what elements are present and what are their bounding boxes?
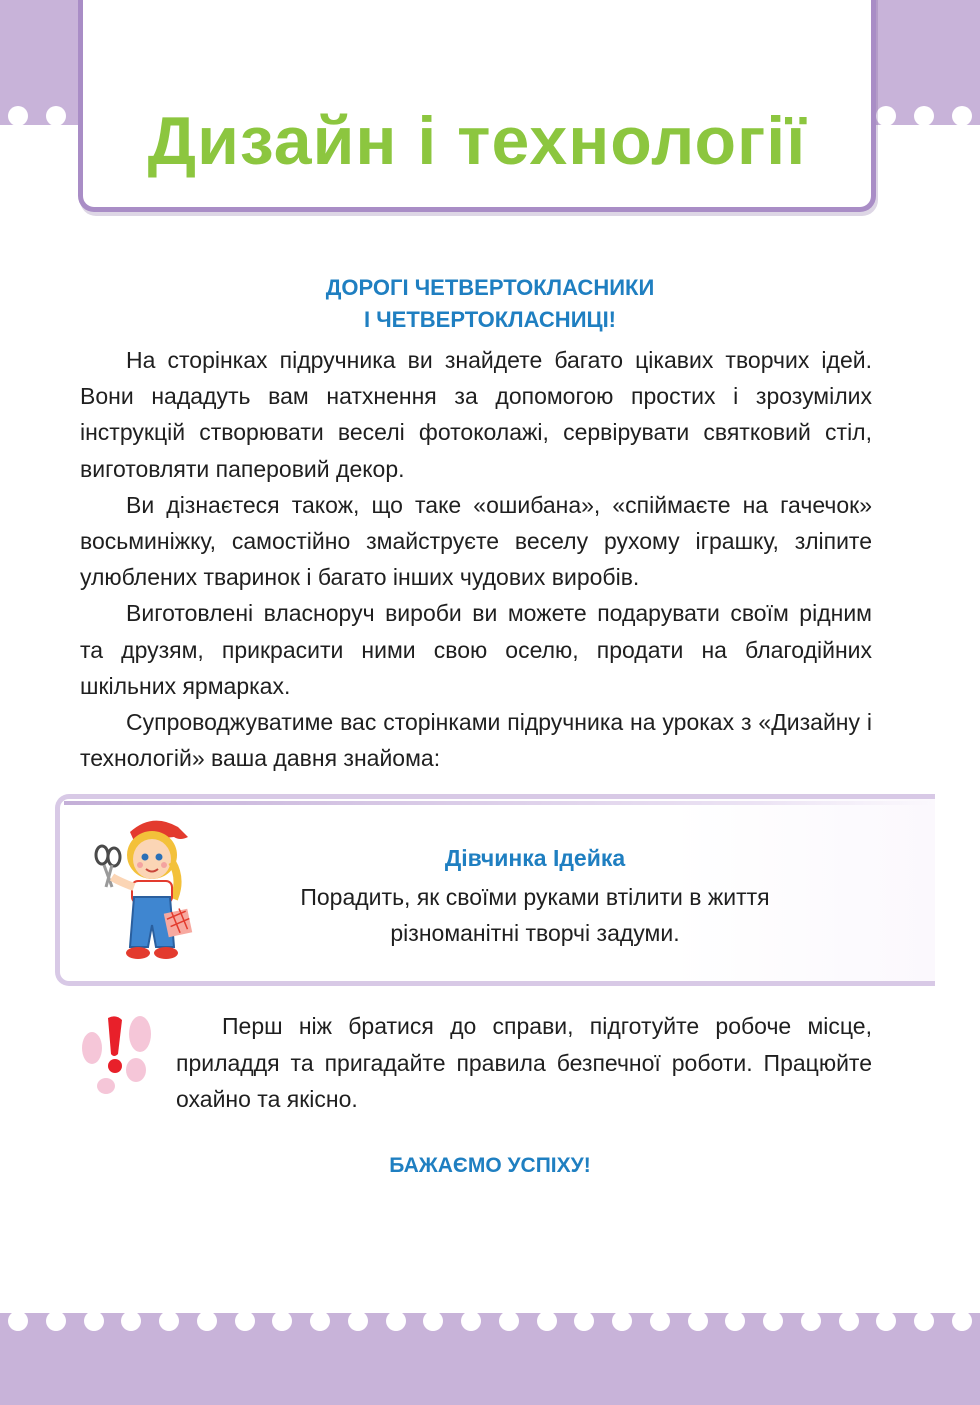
greeting-line-1: ДОРОГІ ЧЕТВЕРТОКЛАСНИКИ (325, 275, 655, 300)
paragraph: Ви дізнаєтеся також, що таке «ошибана», «спіймаєте на гачечок» восьминіжку, самостійно змайструєте веселу рухому іграшку, зліпите улюблених тваринок і багато інших чудових виробів. (80, 491, 872, 591)
character-description-line: різноманітні творчі задуми. (390, 920, 680, 946)
safety-warning-text: Перш ніж братися до справи, підготуйте робоче місце, приладдя та пригадайте правила безпечної роботи. Працюйте охайно та якісно. (176, 1013, 872, 1112)
page-title: Дизайн і технології (147, 103, 807, 179)
character-name: Дівчинка Ідейка (444, 845, 626, 871)
character-description (220, 879, 850, 951)
paragraph: Виготовлені власноруч вироби ви можете подарувати своїм рідним та друзям, прикрасити ними свою оселю, продати на благодійних шкільних ярмарках. (80, 600, 872, 699)
paragraph: Супроводжуватиме вас сторінками підручника на уроках з «Дизайну і технологій» ваша давня знайома: (80, 709, 872, 772)
paragraph: На сторінках підручника ви знайдете багато цікавих творчих ідей. Вони нададуть вам натхнення за допомогою простих і зрозумілих інструкцій створювати веселі фотоколажі, сервірувати святковий стіл, виготовляти паперовий декор. (80, 347, 872, 482)
bottom-decorative-band (0, 1313, 980, 1405)
title-card (78, 0, 876, 212)
greeting-heading (0, 272, 980, 336)
exclamation-footprints-icon (78, 1012, 158, 1094)
greeting-line-2: І ЧЕТВЕРТОКЛАСНИЦІ! (363, 307, 617, 332)
girl-ideika-illustration (90, 807, 200, 982)
character-box (55, 794, 935, 986)
character-description-line: Порадить, як своїми руками втілити в життя (300, 884, 770, 910)
bottom-perforation (0, 1311, 980, 1331)
closing-wish: БАЖАЄМО УСПІХУ! (389, 1154, 591, 1177)
intro-text (80, 342, 872, 776)
